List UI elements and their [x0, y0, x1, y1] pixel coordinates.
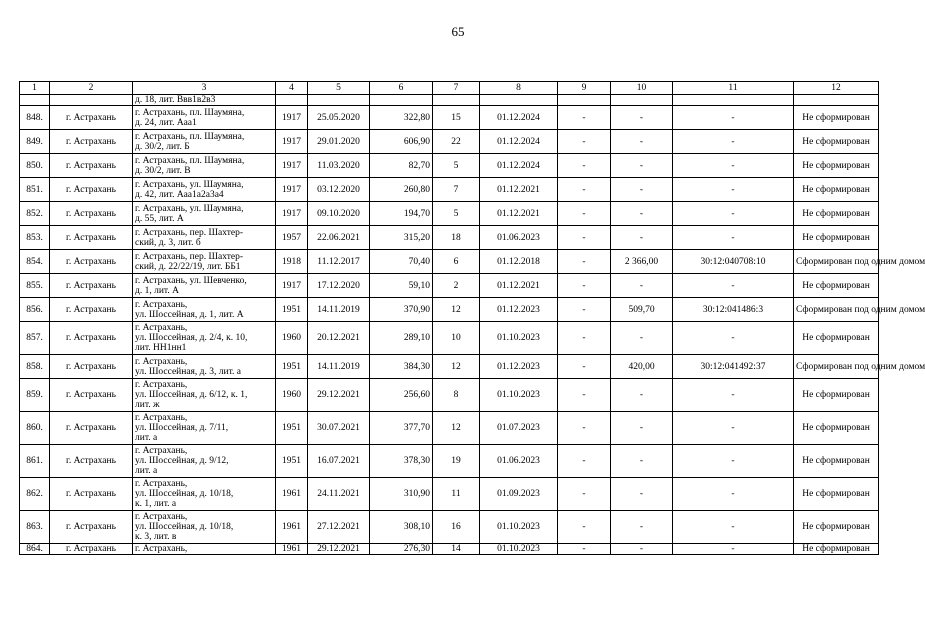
cadastral-number-cell: 30:12:041492:37: [673, 355, 794, 379]
area-cell: 378,30: [370, 445, 433, 478]
address-line: ул. Шоссейная, д. 1, лит. А: [135, 309, 244, 320]
address-cell: [133, 274, 276, 298]
status-cell: Не сформирован: [794, 178, 879, 202]
area-cell: 194,70: [370, 202, 433, 226]
address-cell: [133, 250, 276, 274]
column-number-header-row: [20, 82, 879, 95]
column-8-cell: 01.10.2023: [480, 544, 558, 555]
land-area-cell: -: [611, 130, 673, 154]
column-8-cell: 01.12.2021: [480, 178, 558, 202]
address-line: ул. Шоссейная, д. 3, лит. а: [135, 366, 241, 377]
column-8-cell: 01.12.2023: [480, 355, 558, 379]
city-cell: г. Астрахань: [50, 178, 133, 202]
column-7-cell: 8: [433, 379, 480, 412]
column-9-cell: -: [558, 355, 611, 379]
area-cell: 377,70: [370, 412, 433, 445]
city-cell: г. Астрахань: [50, 298, 133, 322]
area-cell: 370,90: [370, 298, 433, 322]
row-number-cell: 864.: [20, 544, 50, 555]
cadastral-number-cell: -: [673, 130, 794, 154]
continuation-address-cell: д. 18, лит. Ввв1в2в3: [133, 95, 276, 106]
column-9-cell: -: [558, 379, 611, 412]
column-9-cell: -: [558, 178, 611, 202]
address-cell: [133, 445, 276, 478]
column-8-cell: 01.06.2023: [480, 226, 558, 250]
column-8-cell: 01.10.2023: [480, 511, 558, 544]
row-number-cell: 849.: [20, 130, 50, 154]
cadastral-number-cell: -: [673, 445, 794, 478]
column-header: 6: [370, 82, 433, 95]
status-cell: Сформирован под одним домом: [794, 250, 879, 274]
build-year-cell: 1917: [276, 178, 308, 202]
address-line: г. Астрахань,: [135, 356, 188, 367]
status-cell: Не сформирован: [794, 274, 879, 298]
column-header: 2: [50, 82, 133, 95]
date-cell: 27.12.2021: [308, 511, 370, 544]
build-year-cell: 1951: [276, 412, 308, 445]
address-line: д. 1, лит. А: [135, 285, 179, 296]
date-cell: 29.12.2021: [308, 379, 370, 412]
address-cell: [133, 544, 276, 555]
table-row: [20, 274, 879, 298]
cadastral-number-cell: -: [673, 379, 794, 412]
column-7-cell: 7: [433, 178, 480, 202]
address-line: г. Астрахань, пер. Шахтер-: [135, 227, 244, 238]
table-row: [20, 226, 879, 250]
city-cell: г. Астрахань: [50, 106, 133, 130]
address-line: к. 3, лит. в: [135, 532, 177, 542]
address-line: г. Астрахань,: [135, 413, 188, 423]
build-year-cell: 1961: [276, 511, 308, 544]
status-cell: Не сформирован: [794, 106, 879, 130]
row-number-cell: 851.: [20, 178, 50, 202]
cadastral-number-cell: -: [673, 511, 794, 544]
build-year-cell: 1917: [276, 202, 308, 226]
table-row: [20, 412, 879, 445]
address-line: г. Астрахань,: [135, 446, 188, 456]
build-year-cell: 1951: [276, 445, 308, 478]
cadastral-number-cell: -: [673, 478, 794, 511]
land-area-cell: -: [611, 511, 673, 544]
land-area-cell: 420,00: [611, 355, 673, 379]
column-8-cell: 01.06.2023: [480, 445, 558, 478]
date-cell: 25.05.2020: [308, 106, 370, 130]
date-cell: 20.12.2021: [308, 322, 370, 355]
column-7-cell: 6: [433, 250, 480, 274]
area-cell: 308,10: [370, 511, 433, 544]
area-cell: 70,40: [370, 250, 433, 274]
build-year-cell: 1957: [276, 226, 308, 250]
status-cell: Не сформирован: [794, 202, 879, 226]
build-year-cell: 1960: [276, 322, 308, 355]
date-cell: 11.12.2017: [308, 250, 370, 274]
build-year-cell: 1961: [276, 544, 308, 555]
row-number-cell: 859.: [20, 379, 50, 412]
table-row: [20, 379, 879, 412]
cadastral-number-cell: -: [673, 154, 794, 178]
column-8-cell: 01.12.2018: [480, 250, 558, 274]
land-area-cell: -: [611, 178, 673, 202]
address-line: г. Астрахань,: [135, 544, 188, 554]
address-cell: [133, 355, 276, 379]
land-area-cell: -: [611, 544, 673, 555]
cadastral-number-cell: -: [673, 322, 794, 355]
continuation-row: [20, 95, 879, 106]
table-row: [20, 298, 879, 322]
column-7-cell: 16: [433, 511, 480, 544]
area-cell: 315,20: [370, 226, 433, 250]
column-header: 11: [673, 82, 794, 95]
date-cell: 17.12.2020: [308, 274, 370, 298]
column-header: 7: [433, 82, 480, 95]
column-9-cell: -: [558, 445, 611, 478]
cadastral-number-cell: 30:12:041486:3: [673, 298, 794, 322]
date-cell: 30.07.2021: [308, 412, 370, 445]
build-year-cell: 1961: [276, 478, 308, 511]
land-area-cell: -: [611, 226, 673, 250]
status-cell: Не сформирован: [794, 154, 879, 178]
cadastral-number-cell: -: [673, 106, 794, 130]
column-7-cell: 18: [433, 226, 480, 250]
area-cell: 256,60: [370, 379, 433, 412]
column-9-cell: -: [558, 322, 611, 355]
area-cell: 82,70: [370, 154, 433, 178]
city-cell: г. Астрахань: [50, 478, 133, 511]
address-cell: [133, 478, 276, 511]
status-cell: Не сформирован: [794, 226, 879, 250]
address-line: ул. Шоссейная, д. 7/11,: [135, 423, 229, 433]
cadastral-number-cell: -: [673, 226, 794, 250]
date-cell: 03.12.2020: [308, 178, 370, 202]
address-cell: [133, 322, 276, 355]
row-number-cell: 854.: [20, 250, 50, 274]
date-cell: 09.10.2020: [308, 202, 370, 226]
column-header: 12: [794, 82, 879, 95]
table-row: [20, 250, 879, 274]
table-row: [20, 178, 879, 202]
status-cell: Не сформирован: [794, 478, 879, 511]
table-body: [20, 95, 925, 555]
address-line: ул. Шоссейная, д. 10/18,: [135, 489, 234, 499]
address-line: ул. Шоссейная, д. 6/12, к. 1,: [135, 390, 248, 400]
land-area-cell: -: [611, 154, 673, 178]
land-area-cell: -: [611, 379, 673, 412]
column-7-cell: 10: [433, 322, 480, 355]
land-area-cell: -: [611, 445, 673, 478]
area-cell: 322,80: [370, 106, 433, 130]
column-9-cell: -: [558, 250, 611, 274]
status-cell: Не сформирован: [794, 544, 879, 555]
table-row: [20, 154, 879, 178]
land-area-cell: 2 366,00: [611, 250, 673, 274]
table-row: [20, 511, 879, 544]
row-number-cell: 856.: [20, 298, 50, 322]
address-line: ул. Шоссейная, д. 2/4, к. 10,: [135, 333, 248, 343]
address-cell: [133, 298, 276, 322]
city-cell: г. Астрахань: [50, 322, 133, 355]
city-cell: г. Астрахань: [50, 154, 133, 178]
address-line: лит. ж: [135, 400, 160, 410]
column-9-cell: -: [558, 202, 611, 226]
column-8-cell: 01.10.2023: [480, 322, 558, 355]
build-year-cell: 1951: [276, 355, 308, 379]
city-cell: г. Астрахань: [50, 379, 133, 412]
cadastral-number-cell: -: [673, 544, 794, 555]
table-row: [20, 106, 879, 130]
build-year-cell: 1960: [276, 379, 308, 412]
land-area-cell: -: [611, 274, 673, 298]
column-9-cell: -: [558, 298, 611, 322]
column-9-cell: -: [558, 106, 611, 130]
column-header: 4: [276, 82, 308, 95]
address-cell: [133, 412, 276, 445]
city-cell: г. Астрахань: [50, 544, 133, 555]
address-line: г. Астрахань, ул. Шаумяна,: [135, 203, 244, 214]
address-cell: [133, 202, 276, 226]
address-line: лит. а: [135, 466, 158, 476]
status-cell: Не сформирован: [794, 412, 879, 445]
row-number-cell: 861.: [20, 445, 50, 478]
land-area-cell: -: [611, 202, 673, 226]
address-line: д. 24, лит. Ааа1: [135, 117, 197, 128]
column-7-cell: 11: [433, 478, 480, 511]
build-year-cell: 1951: [276, 298, 308, 322]
address-line: лит. а: [135, 433, 158, 443]
build-year-cell: 1917: [276, 274, 308, 298]
land-area-cell: 509,70: [611, 298, 673, 322]
address-line: ский, д. 3, лит. б: [135, 237, 201, 248]
cadastral-number-cell: 30:12:040708:10: [673, 250, 794, 274]
city-cell: г. Астрахань: [50, 511, 133, 544]
date-cell: 22.06.2021: [308, 226, 370, 250]
column-9-cell: -: [558, 274, 611, 298]
address-cell: [133, 106, 276, 130]
column-8-cell: 01.12.2024: [480, 154, 558, 178]
address-cell: [133, 226, 276, 250]
column-8-cell: 01.12.2021: [480, 274, 558, 298]
address-line: ул. Шоссейная, д. 9/12,: [135, 456, 229, 466]
address-line: д. 55, лит. А: [135, 213, 184, 224]
address-line: к. 1, лит. а: [135, 499, 177, 509]
column-header: 5: [308, 82, 370, 95]
row-number-cell: 848.: [20, 106, 50, 130]
column-9-cell: -: [558, 544, 611, 555]
table-row: [20, 478, 879, 511]
address-line: г. Астрахань,: [135, 299, 188, 310]
row-number-cell: 863.: [20, 511, 50, 544]
housing-registry-table: [19, 81, 925, 555]
cadastral-number-cell: -: [673, 412, 794, 445]
area-cell: 606,90: [370, 130, 433, 154]
city-cell: г. Астрахань: [50, 355, 133, 379]
column-9-cell: -: [558, 412, 611, 445]
column-9-cell: -: [558, 130, 611, 154]
city-cell: г. Астрахань: [50, 412, 133, 445]
row-number-cell: 853.: [20, 226, 50, 250]
column-8-cell: 01.10.2023: [480, 379, 558, 412]
status-cell: Сформирован под одним домом: [794, 298, 879, 322]
city-cell: г. Астрахань: [50, 274, 133, 298]
column-8-cell: 01.12.2024: [480, 130, 558, 154]
row-number-cell: 852.: [20, 202, 50, 226]
address-line: д. 42, лит. Ааа1а2а3а4: [135, 189, 224, 200]
land-area-cell: -: [611, 412, 673, 445]
city-cell: г. Астрахань: [50, 445, 133, 478]
city-cell: г. Астрахань: [50, 130, 133, 154]
land-area-cell: -: [611, 106, 673, 130]
column-7-cell: 12: [433, 355, 480, 379]
address-cell: [133, 379, 276, 412]
column-header: 9: [558, 82, 611, 95]
table-row: [20, 445, 879, 478]
row-number-cell: 858.: [20, 355, 50, 379]
address-line: ул. Шоссейная, д. 10/18,: [135, 522, 234, 532]
area-cell: 260,80: [370, 178, 433, 202]
land-area-cell: -: [611, 322, 673, 355]
table-row: [20, 544, 879, 555]
area-cell: 289,10: [370, 322, 433, 355]
address-line: д. 30/2, лит. Б: [135, 141, 190, 152]
address-line: лит. НН1нн1: [135, 343, 187, 353]
area-cell: 384,30: [370, 355, 433, 379]
cadastral-number-cell: -: [673, 202, 794, 226]
column-9-cell: -: [558, 511, 611, 544]
row-number-cell: 850.: [20, 154, 50, 178]
column-header: 3: [133, 82, 276, 95]
area-cell: 310,90: [370, 478, 433, 511]
column-8-cell: 01.12.2024: [480, 106, 558, 130]
status-cell: Не сформирован: [794, 511, 879, 544]
area-cell: 59,10: [370, 274, 433, 298]
column-7-cell: 19: [433, 445, 480, 478]
column-7-cell: 22: [433, 130, 480, 154]
date-cell: 29.01.2020: [308, 130, 370, 154]
address-line: д. 30/2, лит. В: [135, 165, 191, 176]
status-cell: Не сформирован: [794, 379, 879, 412]
address-cell: [133, 154, 276, 178]
column-9-cell: -: [558, 226, 611, 250]
date-cell: 24.11.2021: [308, 478, 370, 511]
build-year-cell: 1917: [276, 154, 308, 178]
row-number-cell: 857.: [20, 322, 50, 355]
column-7-cell: 5: [433, 154, 480, 178]
address-line: г. Астрахань, пл. Шаумяна,: [135, 155, 245, 166]
address-cell: [133, 511, 276, 544]
address-line: г. Астрахань, ул. Шевченко,: [135, 275, 247, 286]
column-header: 8: [480, 82, 558, 95]
row-number-cell: 860.: [20, 412, 50, 445]
city-cell: г. Астрахань: [50, 250, 133, 274]
column-7-cell: 5: [433, 202, 480, 226]
address-line: ский, д. 22/22/19, лит. ББ1: [135, 261, 241, 272]
row-number-cell: 862.: [20, 478, 50, 511]
date-cell: 11.03.2020: [308, 154, 370, 178]
column-8-cell: 01.12.2021: [480, 202, 558, 226]
city-cell: г. Астрахань: [50, 202, 133, 226]
column-header: 1: [20, 82, 50, 95]
cadastral-number-cell: -: [673, 274, 794, 298]
table-row: [20, 130, 879, 154]
page-number: 65: [451, 24, 465, 39]
row-number-cell: 855.: [20, 274, 50, 298]
status-cell: Сформирован под одним домом: [794, 355, 879, 379]
date-cell: 14.11.2019: [308, 298, 370, 322]
address-line: г. Астрахань, ул. Шаумяна,: [135, 179, 244, 190]
area-cell: 276,30: [370, 544, 433, 555]
address-line: г. Астрахань,: [135, 323, 188, 333]
column-7-cell: 12: [433, 298, 480, 322]
build-year-cell: 1918: [276, 250, 308, 274]
column-7-cell: 2: [433, 274, 480, 298]
column-7-cell: 12: [433, 412, 480, 445]
address-line: г. Астрахань,: [135, 479, 188, 489]
cadastral-number-cell: -: [673, 178, 794, 202]
address-cell: [133, 130, 276, 154]
table-row: [20, 202, 879, 226]
column-7-cell: 15: [433, 106, 480, 130]
date-cell: 29.12.2021: [308, 544, 370, 555]
column-header: 10: [611, 82, 673, 95]
column-9-cell: -: [558, 154, 611, 178]
column-9-cell: -: [558, 478, 611, 511]
build-year-cell: 1917: [276, 106, 308, 130]
address-line: г. Астрахань, пер. Шахтер-: [135, 251, 244, 262]
address-line: г. Астрахань, пл. Шаумяна,: [135, 107, 245, 118]
build-year-cell: 1917: [276, 130, 308, 154]
address-cell: [133, 178, 276, 202]
column-8-cell: 01.07.2023: [480, 412, 558, 445]
address-line: г. Астрахань,: [135, 512, 188, 522]
land-area-cell: -: [611, 478, 673, 511]
column-8-cell: 01.12.2023: [480, 298, 558, 322]
status-cell: Не сформирован: [794, 130, 879, 154]
column-7-cell: 14: [433, 544, 480, 555]
status-cell: Не сформирован: [794, 322, 879, 355]
table-row: [20, 322, 879, 355]
column-8-cell: 01.09.2023: [480, 478, 558, 511]
date-cell: 14.11.2019: [308, 355, 370, 379]
address-line: г. Астрахань,: [135, 380, 188, 390]
city-cell: г. Астрахань: [50, 226, 133, 250]
address-line: г. Астрахань, пл. Шаумяна,: [135, 131, 245, 142]
table-row: [20, 355, 879, 379]
date-cell: 16.07.2021: [308, 445, 370, 478]
status-cell: Не сформирован: [794, 445, 879, 478]
